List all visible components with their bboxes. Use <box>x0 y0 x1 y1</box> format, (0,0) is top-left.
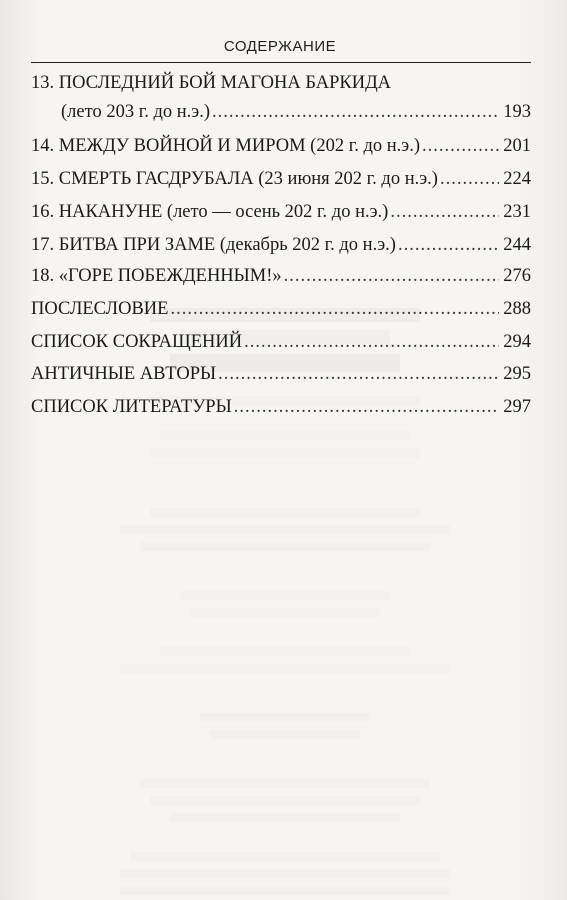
toc-entry-16 <box>31 201 531 223</box>
toc-entry-15 <box>31 168 531 190</box>
toc-entry-14 <box>31 135 531 157</box>
leader-dots <box>170 298 499 320</box>
toc-page-number: 297 <box>503 397 531 417</box>
leader-dots <box>284 265 499 287</box>
toc-entry-title: 16. НАКАНУНЕ (лето — осень 202 г. до н.э.) <box>31 202 389 222</box>
leader-dots <box>244 331 499 353</box>
toc-page-number: 193 <box>503 102 531 122</box>
toc-entry-afterword <box>31 298 531 320</box>
toc-entry-title: 14. МЕЖДУ ВОЙНОЙ И МИРОМ (202 г. до н.э.) <box>31 136 420 156</box>
toc-page-number: 224 <box>503 169 531 189</box>
toc-entry-ancient-authors <box>31 363 531 385</box>
leader-dots <box>234 396 499 418</box>
leader-dots <box>218 363 499 385</box>
toc-entry-title: 15. СМЕРТЬ ГАСДРУБАЛА (23 июня 202 г. до н.э.) <box>31 169 438 189</box>
toc-page-number: 201 <box>503 136 531 156</box>
toc-page-number: 244 <box>503 235 531 255</box>
toc-page-number: 276 <box>503 266 531 286</box>
toc-entry-17 <box>31 234 531 256</box>
toc-entry-18 <box>31 265 531 287</box>
toc-entry-title: 13. ПОСЛЕДНИЙ БОЙ МАГОНА БАРКИДА <box>31 73 392 93</box>
toc-entry-title: АНТИЧНЫЕ АВТОРЫ <box>31 364 217 384</box>
toc-page-number: 288 <box>503 299 531 319</box>
leader-dots <box>390 201 499 223</box>
table-of-contents <box>31 72 531 417</box>
toc-page-number: 294 <box>503 332 531 352</box>
toc-entry-title: 17. БИТВА ПРИ ЗАМЕ (декабрь 202 г. до н.э.) <box>31 235 396 255</box>
toc-entry-13-title <box>31 72 531 94</box>
toc-entry-title: СПИСОК ЛИТЕРАТУРЫ <box>31 397 232 417</box>
leader-dots <box>398 234 499 256</box>
toc-page-number: 295 <box>503 364 531 384</box>
running-head: СОДЕРЖАНИЕ <box>223 38 337 55</box>
header-rule <box>31 62 531 63</box>
leader-dots <box>212 101 499 123</box>
toc-entry-title: СПИСОК СОКРАЩЕНИЙ <box>31 332 243 352</box>
toc-entry-13-date <box>31 101 531 123</box>
toc-entry-title: 18. «ГОРЕ ПОБЕЖДЕННЫМ!» <box>31 266 282 286</box>
toc-entry-bibliography <box>31 396 531 418</box>
leader-dots <box>422 135 499 157</box>
show-through-block-lower <box>120 500 450 880</box>
toc-page-number: 231 <box>503 202 531 222</box>
toc-entry-title: (лето 203 г. до н.э.) <box>61 102 210 122</box>
toc-entry-title: ПОСЛЕСЛОВИЕ <box>31 299 169 319</box>
leader-dots <box>440 168 499 190</box>
toc-entry-abbreviations <box>31 331 531 353</box>
